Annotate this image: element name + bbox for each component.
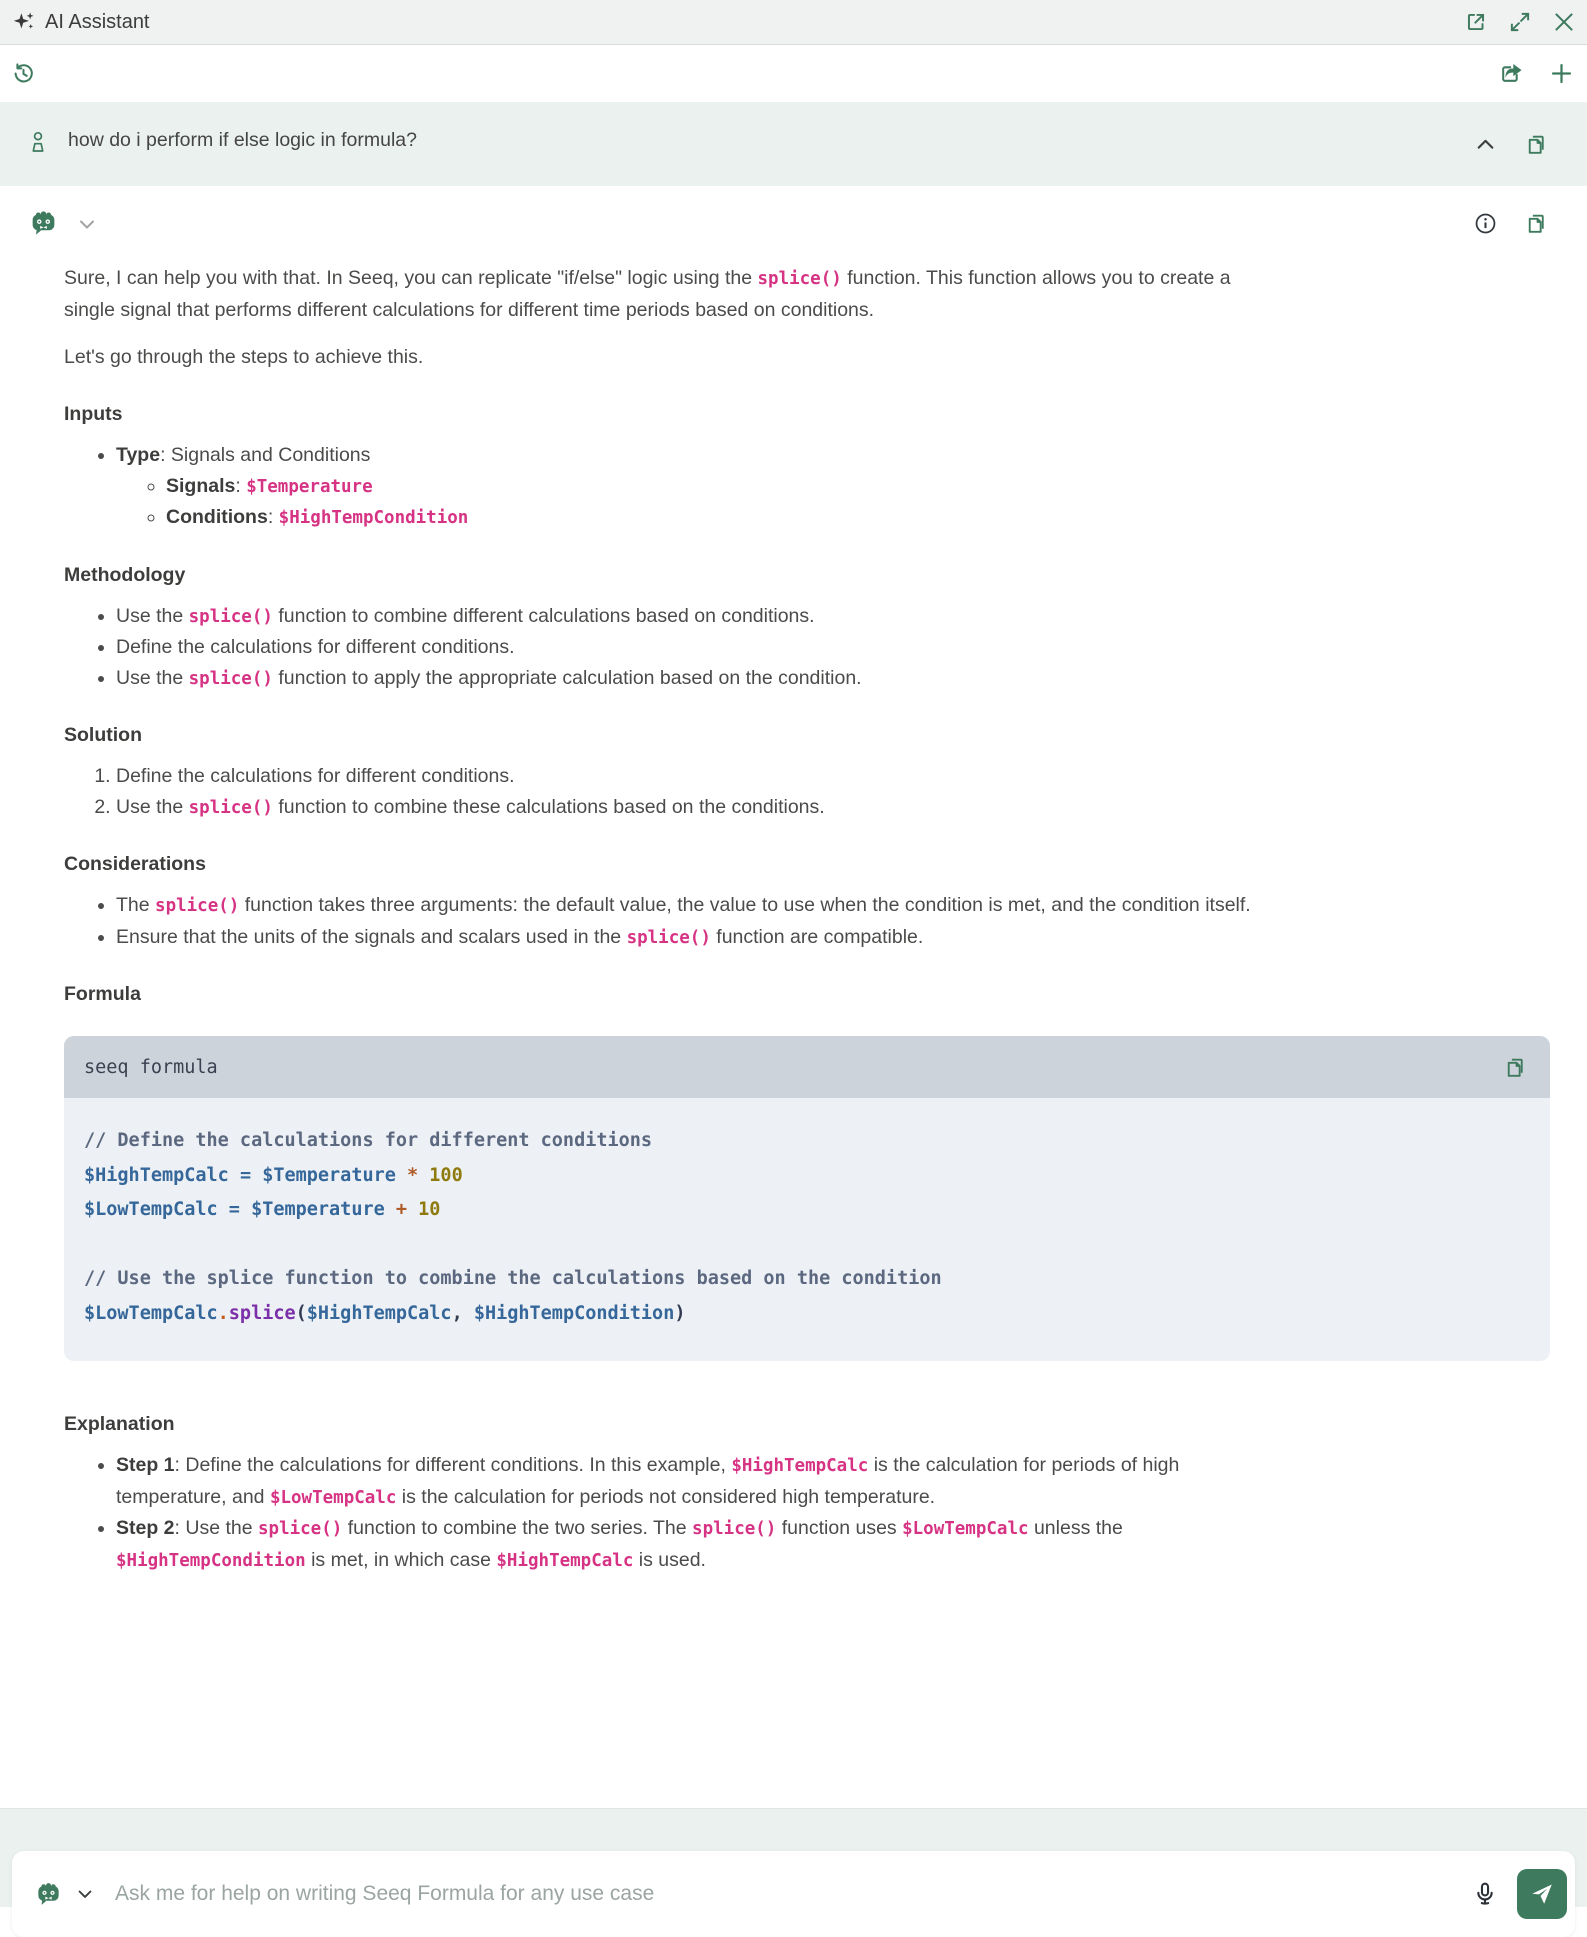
inline-code: $HighTempCalc <box>496 1550 634 1571</box>
section-heading: Inputs <box>64 403 123 425</box>
section-heading: Solution <box>64 724 142 746</box>
list-item: ◦ Conditions: $HighTempCondition <box>166 502 1280 534</box>
inline-code: splice() <box>258 1519 343 1539</box>
response-content <box>0 239 1587 1576</box>
code-block-body: // Define the calculations for different conditions $HighTempCalc = $Temperature * 100 $LowTempCalc = $Temperature + 10 // Use the splice function to combine the calculations based on the condition $LowTempCalc.splice($HighTempCalc, $HighTempCondition) <box>84 1130 942 1324</box>
microphone-button[interactable] <box>1469 1878 1501 1910</box>
info-button[interactable] <box>1471 209 1500 238</box>
user-message-text: how do i perform if else logic in formula? <box>68 129 417 151</box>
composer-mode-dropdown[interactable] <box>73 1882 97 1906</box>
bold-text: Type <box>116 444 161 466</box>
list-item: • Use the splice() function to combine different calculations based on conditions. <box>116 601 1280 633</box>
inline-code: splice() <box>188 606 273 627</box>
list-item: 1. Define the calculations for different conditions. <box>116 761 1280 792</box>
assistant-robot-icon <box>28 208 59 239</box>
section-heading: Formula <box>64 983 141 1005</box>
section-heading: Considerations <box>64 853 206 875</box>
list-item: ◦ Signals: $Temperature <box>166 471 1280 503</box>
list-item: • Step 2: Use the splice() function to combine the two series. The splice() function uses $LowTempCalc unless the $HighTempCondition is met, in which case $HighTempCalc is used. <box>116 1513 1280 1576</box>
composer-card <box>12 1851 1575 1937</box>
composer-robot-icon <box>34 1880 63 1909</box>
section-heading: Explanation <box>64 1413 175 1435</box>
open-in-new-window-button[interactable] <box>1461 7 1491 37</box>
assistant-response <box>0 186 1587 1808</box>
inline-code: splice() <box>757 269 842 289</box>
expand-panel-button[interactable] <box>1505 7 1535 37</box>
list-item: • Type: Signals and Conditions ◦ Signals: $Temperature ◦ Conditions: $HighTempCondition <box>116 440 1280 534</box>
bullet-list <box>64 440 1280 534</box>
code-block-header <box>64 1036 1550 1098</box>
list-item: • Use the splice() function to apply the appropriate calculation based on the condition. <box>116 663 1280 695</box>
inline-code: splice() <box>692 1519 777 1539</box>
code-block-title: seeq formula <box>84 1056 218 1078</box>
numbered-list <box>64 761 1280 823</box>
inline-code: splice() <box>155 896 240 916</box>
collapse-message-button[interactable] <box>1471 130 1500 159</box>
list-item: • Ensure that the units of the signals and scalars used in the splice() function are compatible. <box>116 922 1280 954</box>
new-chat-button[interactable] <box>1546 58 1577 89</box>
inline-code: splice() <box>188 797 273 818</box>
send-button[interactable] <box>1517 1869 1567 1919</box>
bullet-list <box>64 1450 1280 1576</box>
bullet-list <box>64 601 1280 695</box>
section-heading: Methodology <box>64 563 186 586</box>
inline-code: splice() <box>626 927 711 948</box>
copy-message-button[interactable] <box>1522 130 1551 159</box>
inline-code: $Temperature <box>246 476 373 497</box>
panel-header <box>0 0 1587 45</box>
user-message <box>0 102 1587 186</box>
collapse-response-button[interactable] <box>73 210 101 238</box>
conversation-toolbar <box>0 45 1587 102</box>
code-block <box>64 1036 1550 1361</box>
user-icon <box>26 128 50 156</box>
code-copy-button[interactable] <box>1501 1053 1530 1082</box>
inline-code: $HighTempCondition <box>278 508 469 528</box>
inline-code: $LowTempCalc <box>269 1487 397 1508</box>
list-item: • Define the calculations for different conditions. <box>116 632 1280 663</box>
inline-code: $LowTempCalc <box>902 1519 1029 1539</box>
bullet-list <box>64 890 1280 953</box>
copy-response-button[interactable] <box>1522 209 1551 238</box>
inline-code: $HighTempCondition <box>116 1550 306 1571</box>
message-input[interactable] <box>113 1881 1469 1907</box>
paragraph: Sure, I can help you with that. In Seeq, you can replicate "if/else" logic using the splice() function. This function allows you to create a single signal that performs different calculations for different time periods based on conditions. <box>64 267 1231 321</box>
inline-code: $HighTempCalc <box>731 1456 869 1476</box>
composer-area <box>0 1808 1587 1907</box>
ai-sparkle-icon <box>12 10 36 34</box>
list-item: 2. Use the splice() function to combine these calculations based on the conditions. <box>116 792 1280 824</box>
list-item: • Step 1: Define the calculations for different conditions. In this example, $HighTempCalc is the calculation for periods of high temperature, and $LowTempCalc is the calculation for periods not considered high temperature. <box>116 1450 1280 1513</box>
bold-text: Step 2 <box>116 1517 175 1539</box>
inline-code: splice() <box>188 668 273 689</box>
share-button[interactable] <box>1495 58 1526 89</box>
paragraph: Let's go through the steps to achieve this. <box>64 346 424 368</box>
bold-text: Conditions <box>166 506 268 528</box>
list-item: • The splice() function takes three arguments: the default value, the value to use when the condition is met, and the condition itself. <box>116 890 1280 922</box>
close-panel-button[interactable] <box>1549 7 1579 37</box>
bold-text: Signals <box>166 474 236 497</box>
bold-text: Step 1 <box>116 1454 175 1476</box>
history-button[interactable] <box>8 58 39 89</box>
nested-list <box>116 471 1280 534</box>
panel-title: AI Assistant <box>45 10 150 33</box>
